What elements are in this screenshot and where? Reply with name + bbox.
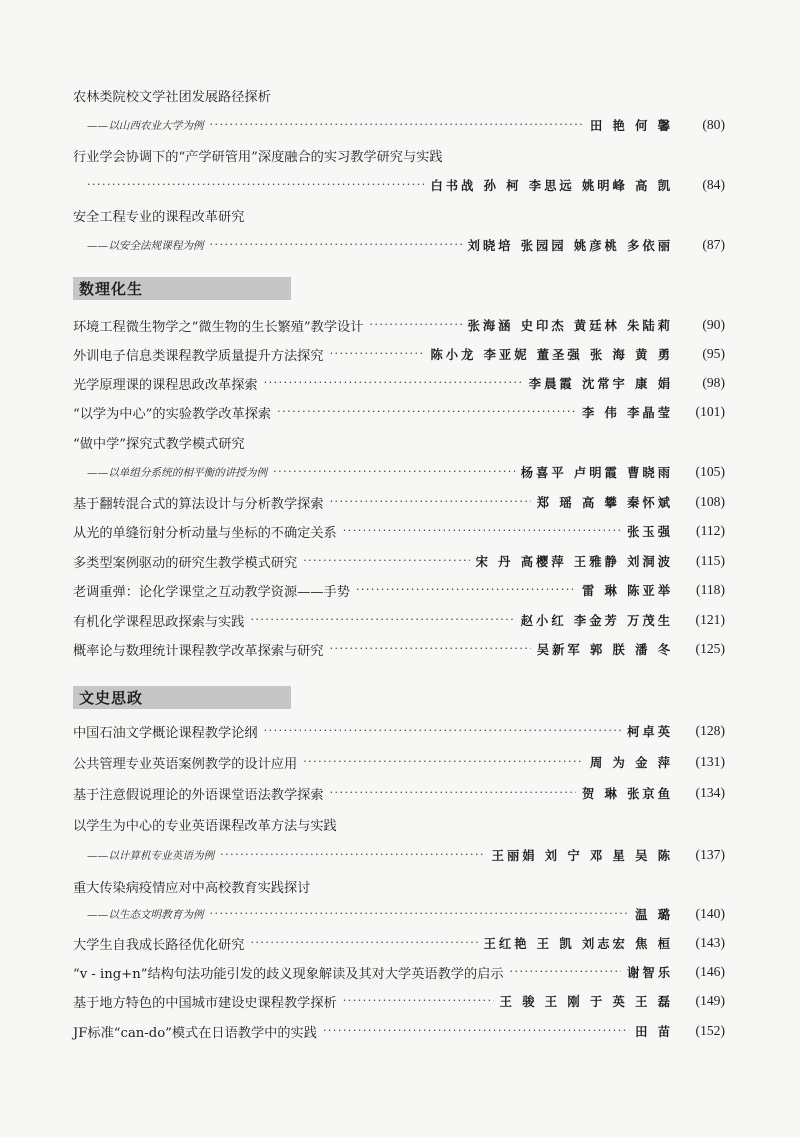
entry-page: (146) xyxy=(695,964,725,979)
toc-entry[interactable] xyxy=(73,930,725,956)
leader-dots xyxy=(264,370,523,396)
entry-authors: 田 苗 xyxy=(635,1025,673,1039)
leader-dots xyxy=(250,930,477,956)
entry-page: (80) xyxy=(702,117,725,132)
entry-page: (118) xyxy=(696,582,725,597)
entry-title: 有机化学课程思政探索与实践 xyxy=(73,614,245,630)
section-header-humanities xyxy=(73,686,291,709)
leader-dots xyxy=(277,399,576,425)
entry-title: 环境工程微生物学之“微生物的生长繁殖”教学设计 xyxy=(73,319,364,335)
toc-entry[interactable] xyxy=(73,959,725,985)
leader-dots xyxy=(210,232,462,258)
toc-entry[interactable] xyxy=(73,873,725,899)
entry-authors: 柯卓英 xyxy=(627,725,673,739)
toc-entry[interactable] xyxy=(73,607,725,633)
toc-entry[interactable] xyxy=(73,636,725,662)
entry-authors: 李 伟 李晶莹 xyxy=(581,406,673,420)
entry-authors: 张玉强 xyxy=(627,525,673,539)
entry-subtitle: ——以计算机专业英语为例 xyxy=(87,849,215,862)
entry-title: 行业学会协调下的“产学研管用”深度融合的实习教学研究与实践 xyxy=(73,149,443,165)
leader-dots xyxy=(250,607,514,633)
leader-dots xyxy=(264,718,621,744)
entry-title: “以学为中心”的实验教学改革探索 xyxy=(73,406,272,422)
leader-dots xyxy=(210,901,630,927)
entry-title: 外训电子信息类课程教学质量提升方法探究 xyxy=(73,348,324,364)
toc-entry[interactable] xyxy=(73,489,725,515)
toc-entry[interactable] xyxy=(73,312,725,338)
entry-authors: 张海涵 史印杰 黄廷林 朱陆莉 xyxy=(467,319,673,333)
entry-title: 安全工程专业的课程改革研究 xyxy=(73,209,245,225)
entry-page: (121) xyxy=(695,612,725,627)
entry-page: (90) xyxy=(702,317,725,332)
entry-authors: 赵小红 李金芳 万茂生 xyxy=(520,614,673,628)
section-label: 数理化生 xyxy=(79,280,144,298)
entry-authors: 田 艳 何 馨 xyxy=(589,119,673,133)
entry-title: 基于注意假说理论的外语课堂语法教学探索 xyxy=(73,787,324,803)
entry-authors: 宋 丹 高樱萍 王雅静 刘洞波 xyxy=(475,555,673,569)
toc-entry[interactable] xyxy=(73,142,725,168)
leader-dots xyxy=(330,341,425,367)
leader-dots xyxy=(303,749,584,775)
toc-entry-sub[interactable] xyxy=(73,232,725,258)
entry-authors: 杨喜平 卢明霞 曹晓雨 xyxy=(520,466,673,480)
leader-dots xyxy=(273,459,515,485)
entry-authors: 温 璐 xyxy=(635,908,673,922)
toc-entry[interactable] xyxy=(73,518,725,544)
toc-entry[interactable] xyxy=(73,548,725,574)
entry-authors: 李晨霞 沈常宇 康 娟 xyxy=(528,377,673,391)
entry-subtitle: ——以安全法规课程为例 xyxy=(87,239,204,252)
toc-entry-sub[interactable] xyxy=(73,901,725,927)
leader-dots xyxy=(330,780,576,806)
entry-title: 中国石油文学概论课程教学论纲 xyxy=(73,725,258,741)
entry-title: “做中学”探究式教学模式研究 xyxy=(73,436,245,452)
entry-page: (87) xyxy=(702,237,725,252)
entry-authors: 王 骏 王 刚 于 英 王 磊 xyxy=(499,995,673,1009)
leader-dots xyxy=(343,988,494,1014)
leader-dots xyxy=(220,842,486,868)
entry-page: (105) xyxy=(695,464,725,479)
entry-title: 基于翻转混合式的算法设计与分析教学探索 xyxy=(73,496,324,512)
entry-page: (84) xyxy=(702,177,725,192)
entry-authors: 白书战 孙 柯 李思远 姚明峰 高 凯 xyxy=(430,179,673,193)
entry-page: (131) xyxy=(695,754,725,769)
entry-title: 以学生为中心的专业英语课程改革方法与实践 xyxy=(73,818,337,834)
entry-authors: 王丽娟 刘 宁 邓 星 吴 陈 xyxy=(491,849,673,863)
toc-entry-sub[interactable] xyxy=(73,112,725,138)
leader-dots xyxy=(323,1018,629,1044)
entry-page: (101) xyxy=(695,404,725,419)
toc-entry-sub[interactable] xyxy=(73,842,725,868)
entry-authors: 陈小龙 李亚妮 董圣强 张 海 黄 勇 xyxy=(430,348,673,362)
toc-entry[interactable] xyxy=(73,341,725,367)
entry-subtitle: ——以生态文明教育为例 xyxy=(87,908,204,921)
toc-entry-sub[interactable] xyxy=(73,172,725,198)
section-label: 文史思政 xyxy=(79,689,144,707)
entry-page: (115) xyxy=(696,553,725,568)
toc-entry[interactable] xyxy=(73,399,725,425)
entry-page: (112) xyxy=(696,523,725,538)
toc-entry[interactable] xyxy=(73,429,725,455)
entry-authors: 郑 瑶 高 攀 秦怀斌 xyxy=(536,496,673,510)
entry-authors: 贺 琳 张京鱼 xyxy=(581,787,673,801)
entry-title: 从光的单缝衍射分析动量与坐标的不确定关系 xyxy=(73,525,337,541)
toc-entry[interactable] xyxy=(73,202,725,228)
leader-dots xyxy=(330,636,531,662)
entry-title: “v - ing+n”结构句法功能引发的歧义现象解读及其对大学英语教学的启示 xyxy=(73,966,504,982)
entry-title: 多类型案例驱动的研究生教学模式研究 xyxy=(73,555,298,571)
leader-dots xyxy=(343,518,621,544)
entry-page: (140) xyxy=(695,906,725,921)
toc-entry[interactable] xyxy=(73,718,725,744)
entry-authors: 王红艳 王 凯 刘志宏 焦 桓 xyxy=(483,937,673,951)
entry-page: (98) xyxy=(702,375,725,390)
toc-entry[interactable] xyxy=(73,1018,725,1044)
entry-title: 公共管理专业英语案例教学的设计应用 xyxy=(73,756,298,772)
toc-entry[interactable] xyxy=(73,811,725,837)
entry-authors: 吴新军 郭 朕 潘 冬 xyxy=(536,643,673,657)
entry-authors: 雷 琳 陈亚举 xyxy=(581,584,673,598)
entry-title: 农林类院校文学社团发展路径探析 xyxy=(73,89,271,105)
entry-title: 重大传染病疫情应对中高校教育实践探讨 xyxy=(73,880,311,896)
leader-dots xyxy=(87,172,424,198)
leader-dots xyxy=(303,548,469,574)
section-header-science xyxy=(73,277,291,300)
entry-page: (152) xyxy=(695,1023,725,1038)
entry-page: (125) xyxy=(695,641,725,656)
entry-title: 老调重弹：论化学课堂之互动教学资源——手势 xyxy=(73,584,350,600)
toc-entry-sub[interactable] xyxy=(73,459,725,485)
entry-page: (149) xyxy=(695,993,725,1008)
entry-title: 概率论与数理统计课程教学改革探索与研究 xyxy=(73,643,324,659)
entry-page: (137) xyxy=(695,847,725,862)
leader-dots xyxy=(510,959,622,985)
entry-page: (128) xyxy=(695,723,725,738)
entry-page: (95) xyxy=(702,346,725,361)
entry-title: 大学生自我成长路径优化研究 xyxy=(73,937,245,953)
toc-entry[interactable] xyxy=(73,749,725,775)
toc-entry[interactable] xyxy=(73,82,725,108)
entry-title: 光学原理课的课程思政改革探索 xyxy=(73,377,258,393)
entry-page: (143) xyxy=(695,935,725,950)
entry-page: (134) xyxy=(695,785,725,800)
leader-dots xyxy=(356,577,576,603)
entry-authors: 周 为 金 萍 xyxy=(589,756,673,770)
entry-title: 基于地方特色的中国城市建设史课程教学探析 xyxy=(73,995,337,1011)
entry-authors: 刘晓培 张园园 姚彦桃 多依丽 xyxy=(467,239,673,253)
toc-entry[interactable] xyxy=(73,577,725,603)
entry-subtitle: ——以单组分系统的相平衡的讲授为例 xyxy=(87,466,268,479)
leader-dots xyxy=(369,312,461,338)
toc-entry[interactable] xyxy=(73,370,725,396)
leader-dots xyxy=(210,112,584,138)
entry-title: JF标准“can-do”模式在日语教学中的实践 xyxy=(73,1025,317,1041)
leader-dots xyxy=(330,489,531,515)
toc-entry[interactable] xyxy=(73,780,725,806)
entry-subtitle: ——以山西农业大学为例 xyxy=(87,119,204,132)
entry-authors: 谢智乐 xyxy=(627,966,673,980)
toc-entry[interactable] xyxy=(73,988,725,1014)
entry-page: (108) xyxy=(695,494,725,509)
